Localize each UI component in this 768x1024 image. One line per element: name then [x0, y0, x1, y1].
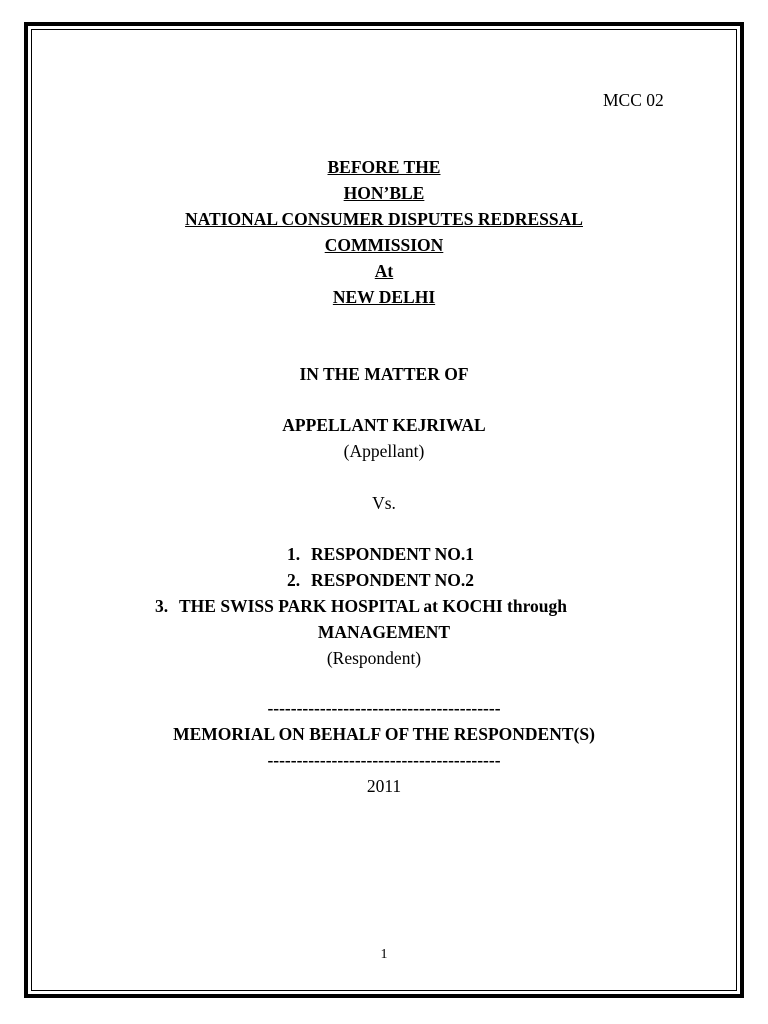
respondent-continuation: MANAGEMENT — [317, 622, 451, 642]
memorial-title: MEMORIAL ON BEHALF OF THE RESPONDENT(S) — [173, 724, 595, 744]
appellant-name: APPELLANT KEJRIWAL — [282, 415, 486, 435]
respondent-name: THE SWISS PARK HOSPITAL at KOCHI through — [179, 596, 568, 616]
respondent-item — [155, 595, 567, 617]
respondent-number: 3. — [155, 596, 169, 616]
separator-top: ---------------------------------------- — [267, 698, 501, 718]
court-heading-line-2: HON’BLE — [343, 183, 425, 203]
court-heading-line-6: NEW DELHI — [332, 287, 436, 307]
respondent-role: (Respondent) — [326, 648, 422, 668]
document-year: 2011 — [366, 776, 402, 796]
versus-label: Vs. — [372, 493, 396, 513]
respondent-number: 2. — [287, 570, 301, 590]
respondent-item — [287, 569, 474, 591]
respondent-name: RESPONDENT NO.1 — [311, 544, 475, 564]
separator-bottom: ---------------------------------------- — [267, 750, 501, 770]
court-heading-line-3: NATIONAL CONSUMER DISPUTES REDRESSAL — [185, 209, 583, 229]
court-heading-line-1: BEFORE THE — [327, 157, 441, 177]
court-heading-line-5: At — [374, 261, 394, 281]
court-heading-line-4: COMMISSION — [324, 235, 444, 255]
appellant-role: (Appellant) — [343, 441, 425, 461]
page-number: 1 — [380, 947, 388, 962]
respondent-item — [287, 543, 474, 565]
respondent-number: 1. — [287, 544, 301, 564]
matter-heading: IN THE MATTER OF — [299, 364, 469, 384]
respondent-name: RESPONDENT NO.2 — [311, 570, 475, 590]
document-code: MCC 02 — [603, 90, 664, 110]
